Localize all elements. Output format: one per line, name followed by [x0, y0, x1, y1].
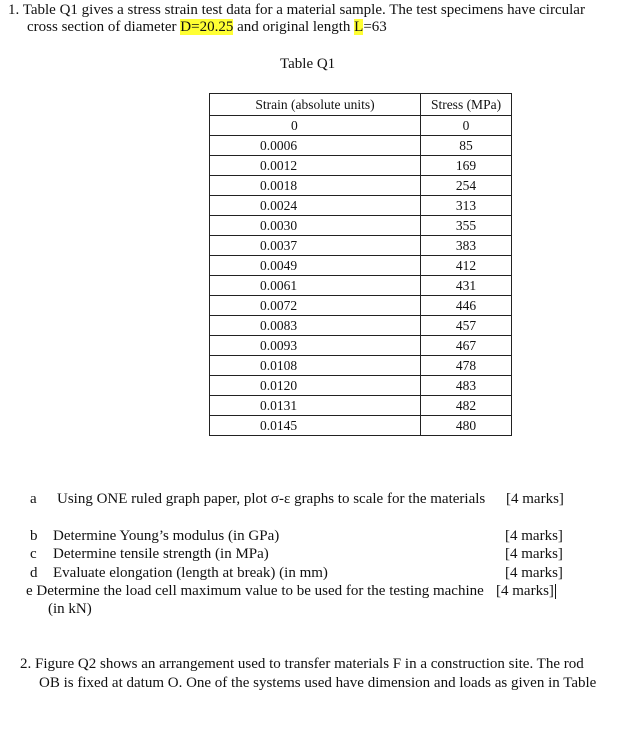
question-1-line-2	[8, 19, 618, 36]
strain-cell: 0.0006	[210, 136, 421, 156]
stress-cell: 457	[421, 316, 512, 336]
strain-cell: 0.0018	[210, 176, 421, 196]
table-row	[210, 276, 512, 296]
stress-cell: 355	[421, 216, 512, 236]
stress-cell: 480	[421, 416, 512, 436]
strain-cell: 0.0120	[210, 376, 421, 396]
part-b-letter: b	[30, 528, 38, 544]
strain-cell: 0	[210, 116, 421, 136]
part-d-letter: d	[30, 565, 38, 581]
table-row	[210, 216, 512, 236]
strain-cell: 0.0145	[210, 416, 421, 436]
table-row	[210, 156, 512, 176]
table-header-row	[210, 94, 512, 116]
table-row	[210, 136, 512, 156]
header-stress: Stress (MPa)	[421, 94, 512, 116]
part-a-marks: [4 marks]	[506, 491, 564, 507]
stress-cell: 313	[421, 196, 512, 216]
strain-cell: 0.0012	[210, 156, 421, 176]
stress-cell: 446	[421, 296, 512, 316]
table-row	[210, 196, 512, 216]
stress-cell: 254	[421, 176, 512, 196]
table-row	[210, 336, 512, 356]
stress-cell: 85	[421, 136, 512, 156]
strain-cell: 0.0083	[210, 316, 421, 336]
highlight-diameter: D=20.25	[180, 19, 234, 35]
table-title: Table Q1	[280, 56, 336, 72]
part-e-marks-wrap	[496, 582, 556, 601]
question-1-line-1: 1. Table Q1 gives a stress strain test data for a material sample. The test specimens have circular	[8, 2, 585, 18]
strain-cell: 0.0093	[210, 336, 421, 356]
strain-cell: 0.0072	[210, 296, 421, 316]
part-c-letter: c	[30, 546, 37, 562]
part-e-text: e Determine the load cell maximum value to be used for the testing machine	[26, 583, 484, 599]
stress-cell: 431	[421, 276, 512, 296]
part-d-text: Evaluate elongation (length at break) (in mm)	[53, 565, 328, 581]
q1-line2-after: =63	[363, 19, 387, 35]
table-row	[210, 376, 512, 396]
table-row	[210, 396, 512, 416]
strain-cell: 0.0024	[210, 196, 421, 216]
question-2-line-2: OB is fixed at datum O. One of the systems used have dimension and loads as given in Table	[39, 675, 597, 691]
stress-cell: 482	[421, 396, 512, 416]
part-b-text: Determine Young’s modulus (in GPa)	[53, 528, 280, 544]
strain-cell: 0.0037	[210, 236, 421, 256]
stress-cell: 169	[421, 156, 512, 176]
question-1-intro	[8, 2, 618, 36]
q1-line2-mid: and original length	[233, 19, 355, 35]
table-row	[210, 236, 512, 256]
stress-cell: 412	[421, 256, 512, 276]
stress-cell: 467	[421, 336, 512, 356]
part-b-marks: [4 marks]	[505, 528, 563, 544]
part-c-text: Determine tensile strength (in MPa)	[53, 546, 269, 562]
stress-strain-table	[209, 93, 512, 436]
part-d-marks: [4 marks]	[505, 565, 563, 581]
part-a-text: Using ONE ruled graph paper, plot σ-ε graphs to scale for the materials	[57, 491, 486, 507]
stress-cell: 483	[421, 376, 512, 396]
stress-cell: 383	[421, 236, 512, 256]
part-c-marks: [4 marks]	[505, 546, 563, 562]
table-row	[210, 416, 512, 436]
strain-cell: 0.0049	[210, 256, 421, 276]
stress-cell: 0	[421, 116, 512, 136]
highlight-length: L	[354, 19, 364, 35]
strain-cell: 0.0030	[210, 216, 421, 236]
table-row	[210, 316, 512, 336]
stress-cell: 478	[421, 356, 512, 376]
part-a-letter: a	[30, 491, 37, 507]
part-e-text-2: (in kN)	[48, 601, 92, 617]
strain-cell: 0.0061	[210, 276, 421, 296]
table-row	[210, 356, 512, 376]
strain-cell: 0.0131	[210, 396, 421, 416]
question-2-intro	[20, 655, 610, 693]
part-e-marks: [4 marks]	[496, 583, 554, 599]
table-row	[210, 116, 512, 136]
table-row	[210, 176, 512, 196]
q1-line2-before: cross section of diameter	[27, 19, 181, 35]
table-row	[210, 296, 512, 316]
header-strain: Strain (absolute units)	[210, 94, 421, 116]
question-2-line-1: 2. Figure Q2 shows an arrangement used to transfer materials F in a construction site. The rod	[20, 656, 584, 672]
strain-cell: 0.0108	[210, 356, 421, 376]
table-row	[210, 256, 512, 276]
text-cursor	[555, 584, 556, 599]
